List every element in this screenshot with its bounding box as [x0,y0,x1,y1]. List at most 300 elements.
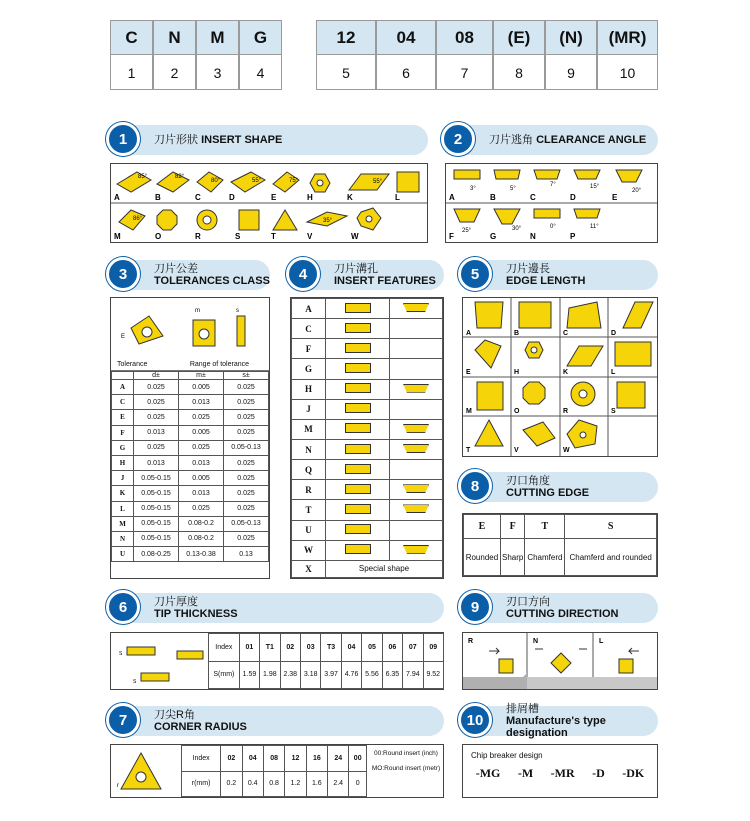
tolerance-value: 0.05-0.15 [134,516,179,531]
tolerance-caption: Tolerance [117,361,148,368]
tolerance-head-row [112,372,269,380]
radius-value: 0 [349,771,367,797]
shape-o-icon [157,210,177,230]
edge-length-panel [462,297,658,457]
radius-value: 2.4 [328,771,349,797]
tolerance-value: 0.013 [179,455,224,470]
shape-label: C [195,193,201,202]
feature-icon-cell [326,399,390,419]
angle-label: 80° [211,178,221,184]
feature-icon-cell [390,480,443,500]
table-row [292,540,443,560]
angle-label: 3° [470,186,476,192]
section-number-badge: 7 [106,703,140,737]
insert-shape-panel [110,163,428,243]
table-row [112,531,269,546]
table-row [292,419,443,439]
thickness-index: 07 [403,634,423,662]
section-title-zh: 刀片形狀 [154,134,198,146]
angle-label: 20° [632,188,642,194]
tolerance-value: 0.025 [179,501,224,516]
section-title-en: CORNER RADIUS [154,721,247,733]
insert-section-icon [345,544,371,554]
thickness-value: 7.94 [403,661,423,689]
insert-section-icon [345,444,371,454]
section-title-zh: 刀片溝孔 [334,263,378,275]
table-row [112,395,269,410]
shape-d-icon [231,172,265,192]
tolerance-class: H [112,455,134,470]
code-number: 10 [597,54,658,90]
code-number: 5 [316,54,376,90]
code-letter: N [153,20,196,54]
chipbreaker-section-icon [403,545,429,554]
code-letter: G [239,20,282,54]
feature-letter: T [292,500,326,520]
edge-label: A [466,330,472,337]
tolerances-panel [110,297,270,579]
radius-value: 1.6 [306,771,327,797]
insert-section-icon [345,303,371,313]
insert-features-panel [290,297,444,579]
shape-label: K [347,193,353,202]
section-number-badge: 1 [106,122,140,156]
edge-label: T [466,447,471,454]
edge-label: H [514,369,520,376]
clearance-label: C [530,193,536,202]
thickness-index: T3 [321,634,341,662]
tolerance-class: K [112,486,134,501]
angle-label: 30° [512,226,522,232]
feature-letter: U [292,520,326,540]
edge-label: S [611,408,616,415]
thickness-index: 05 [362,634,382,662]
thickness-index: T1 [260,634,280,662]
feature-icon-cell [326,500,390,520]
round-insert-notes [369,749,443,773]
feature-icon-cell [326,419,390,439]
radius-index: 12 [285,746,306,772]
corner-radius-diagram [111,745,181,797]
section-title-zh: 刀片厚度 [154,596,198,608]
code-letter: 12 [316,20,376,54]
clearance-label: A [449,193,455,202]
shape-label: D [229,193,235,202]
table-row [112,380,269,395]
radius-value: 1.2 [285,771,306,797]
radius-index: 04 [242,746,263,772]
feature-icon-cell [390,500,443,520]
insert-shape-grid [111,164,427,242]
code-letter: (E) [493,20,545,54]
angle-label: 55° [252,178,262,184]
feature-letter: J [292,399,326,419]
section-6-header [110,593,444,623]
shape-m-icon [119,210,145,230]
chipbreaker-section-icon [403,384,429,393]
shape-label: R [195,232,201,241]
feature-icon-cell [390,379,443,399]
clearance-label: P [570,232,576,241]
features-table [291,298,443,578]
section-number-badge: 6 [106,590,140,624]
tolerance-value: 0.025 [134,410,179,425]
clearance-label: B [490,193,496,202]
angle-label: 15° [590,184,600,190]
clearance-n-icon [534,209,560,230]
section-title-zh: 刀片邊長 [506,263,550,275]
section-4-header [290,260,444,290]
section-title-zh: 刀尖R角 [154,709,195,721]
section-1-header [110,125,428,155]
shape-h-icon [310,174,330,192]
insert-section-icon [345,343,371,353]
tolerance-value: 0.05-0.15 [134,486,179,501]
edge-type-head: S [565,515,657,539]
clearance-d-icon [574,170,600,190]
angle-label: 82° [175,174,185,180]
tolerance-value: 0.13 [224,547,269,562]
thickness-value: 5.56 [362,661,382,689]
code-right [316,20,658,90]
cutting-direction-panel [462,632,658,690]
table-row [292,460,443,480]
thickness-diagram [111,633,209,689]
tolerance-col-head: d± [134,372,179,380]
code-letter: M [196,20,239,54]
code-letter: (N) [545,20,597,54]
radius-value: 0.8 [263,771,284,797]
code-letter: 08 [436,20,493,54]
code-cell [597,20,658,90]
code-number: 7 [436,54,493,90]
table-row [112,425,269,440]
section-title-en: CUTTING EDGE [506,487,590,499]
svg-text:S: S [119,651,123,657]
tolerance-value: 0.08-0.2 [179,531,224,546]
table-row [292,359,443,379]
code-cell [493,20,545,90]
section-title-zh: 刀片公差 [154,263,198,275]
section-2-header [445,125,658,155]
thickness-index: 06 [382,634,402,662]
feature-icon-cell [390,359,443,379]
clearance-c-icon [534,170,560,188]
clearance-label: F [449,232,454,241]
svg-text:S: S [133,679,137,685]
code-cell [545,20,597,90]
section-number-badge: 9 [458,590,492,624]
thickness-value: 9.52 [423,661,443,689]
radius-index: 24 [328,746,349,772]
angle-label: 7° [550,182,556,188]
tolerance-value: 0.013 [179,486,224,501]
section-8-header [462,472,658,502]
code-cell [110,20,153,90]
tolerance-value: 0.05-0.15 [134,531,179,546]
angle-label: 11° [590,224,599,230]
shape-k-icon [349,174,389,190]
edge-type-value: Sharp [500,539,525,576]
table-row [112,410,269,425]
shape-label: B [155,193,161,202]
edge-type-head: E [464,515,501,539]
feature-icon-cell [326,319,390,339]
section-number-badge: 5 [458,257,492,291]
insert-section-icon [345,524,371,534]
feature-letter: C [292,319,326,339]
tolerance-value: 0.08-0.2 [179,516,224,531]
shape-label: S [235,232,241,241]
tolerance-class: L [112,501,134,516]
tolerance-value: 0.025 [224,380,269,395]
clearance-a-icon [454,170,480,192]
clearance-angle-grid [446,164,657,242]
table-row [292,379,443,399]
tolerance-value: 0.05-0.15 [134,501,179,516]
shape-label: O [155,232,162,241]
table-row [112,547,269,562]
angle-label: 75° [289,178,299,184]
section-title-en: INSERT FEATURES [334,275,436,287]
section-title-zh: 排屑槽 [506,703,539,715]
feature-letter: R [292,480,326,500]
thickness-index: 04 [341,634,361,662]
tolerance-corner [112,372,134,380]
tolerance-class: N [112,531,134,546]
tolerance-class: F [112,425,134,440]
tolerance-diagram [111,298,269,354]
chip-code: -D [592,766,605,780]
code-number: 6 [376,54,436,90]
tolerance-class: C [112,395,134,410]
insert-section-icon [345,383,371,393]
edge-length-grid [463,298,657,456]
tolerance-value: 0.025 [224,455,269,470]
section-title-en: EDGE LENGTH [506,275,586,287]
tolerance-table [111,371,269,562]
table-row [292,500,443,520]
feature-icon-cell [326,439,390,459]
table-row [292,439,443,459]
edge-label: B [514,330,520,337]
feature-icon-cell [326,540,390,560]
shape-label: A [114,193,120,202]
feature-icon-cell [326,339,390,359]
edge-type-head: T [525,515,565,539]
tolerance-value: 0.005 [179,380,224,395]
shape-label: H [307,193,313,202]
edge-label: E [466,369,471,376]
shape-label: E [271,193,277,202]
shape-c-icon [197,172,223,192]
tolerance-value: 0.025 [134,395,179,410]
section-title-en: INSERT SHAPE [201,134,283,146]
edge-label: W [563,447,570,454]
feature-letter: X [292,560,326,577]
section-7-header [110,706,444,736]
feature-icon-cell [326,359,390,379]
clearance-label: G [490,232,497,241]
chip-code: -MG [475,766,501,780]
clearance-b-icon [494,170,520,192]
section-title-zh: 刃口方向 [506,596,550,608]
section-5-header [462,260,658,290]
shape-e-icon [273,172,299,192]
clearance-f-icon [454,209,480,234]
table-row [292,480,443,500]
edge-label: V [514,447,519,454]
shape-t-icon [273,210,297,230]
feature-icon-cell [326,299,390,319]
code-letter: C [110,20,153,54]
shape-r-icon [197,210,217,230]
thickness-value: 3.97 [321,661,341,689]
thickness-index: 03 [300,634,320,662]
tolerance-value: 0.025 [179,440,224,455]
feature-letter: G [292,359,326,379]
note-metric: MO:Round insert (metr) [371,765,441,772]
chipbreaker-section-icon [403,444,429,453]
insert-section-icon [345,403,371,413]
section-number-badge: 8 [458,469,492,503]
clearance-p-icon [574,209,600,230]
r-label: r(mm) [182,771,221,797]
tolerance-class: J [112,471,134,486]
feature-icon-cell [326,460,390,480]
feature-icon-cell [390,339,443,359]
direction-label: N [533,638,539,645]
feature-icon-cell [326,480,390,500]
tolerance-value: 0.025 [179,410,224,425]
chipbreaker-section-icon [403,424,429,433]
shape-label: V [307,232,313,241]
chip-breaker-panel [462,744,658,798]
insert-section-icon [345,363,371,373]
tolerance-value: 0.025 [224,410,269,425]
edge-label: L [611,369,616,376]
tolerance-class: A [112,380,134,395]
radius-index: 08 [263,746,284,772]
code-cell [239,20,282,90]
tolerance-value: 0.013 [134,425,179,440]
corner-radius-panel [110,744,444,798]
tip-thickness-panel [110,632,444,690]
svg-text:r: r [117,783,119,789]
tolerance-class: G [112,440,134,455]
section-title-zh: 刃口角度 [506,475,550,487]
clearance-e-icon [616,170,642,194]
tolerance-value: 0.05-0.13 [224,516,269,531]
section-9-header [462,593,658,623]
chipbreaker-section-icon [403,303,429,312]
direction-label: L [599,638,604,645]
section-3-header [110,260,270,290]
section-title-en: CLEARANCE ANGLE [536,134,647,146]
feature-icon-cell [326,520,390,540]
angle-label: 35° [323,218,333,224]
section-title-en: Manufacture's type designation [506,715,606,739]
table-row [292,339,443,359]
shape-label: M [114,232,121,241]
table-row [292,399,443,419]
angle-label: 55° [373,179,383,185]
tolerance-value: 0.013 [134,455,179,470]
chip-breaker-title: Chip breaker design [471,751,543,760]
note-inch: 00:Round insert (inch) [374,750,438,757]
shape-l-icon [397,172,419,192]
feature-icon-cell [326,379,390,399]
table-row [112,501,269,516]
code-letter: 04 [376,20,436,54]
thickness-table [208,633,444,689]
thickness-value: 3.18 [300,661,320,689]
tolerance-value: 0.025 [224,501,269,516]
tolerance-value: 0.05-0.13 [224,440,269,455]
shape-a-icon [117,172,151,192]
angle-label: 85° [138,174,148,180]
chip-code: -MR [550,766,575,780]
thickness-index: 09 [423,634,443,662]
edge-type-value: Rounded [464,539,501,576]
svg-text:m: m [195,308,200,314]
code-number: 4 [239,54,282,90]
table-row [112,486,269,501]
feature-icon-cell [390,540,443,560]
edge-label: O [514,408,520,415]
feature-letter: Q [292,460,326,480]
shape-label: L [395,193,400,202]
code-cell [316,20,376,90]
tolerance-value: 0.13-0.38 [179,547,224,562]
section-number-badge: 10 [458,703,492,737]
tolerance-value: 0.025 [134,440,179,455]
thickness-value: 1.98 [260,661,280,689]
section-title-en: TOLERANCES CLASS [154,275,270,287]
svg-text:s: s [236,308,239,314]
feature-icon-cell [390,299,443,319]
range-caption: Range of tolerance [189,361,249,368]
angle-label: 5° [510,186,516,192]
corner-radius-table [181,745,367,797]
code-number: 1 [110,54,153,90]
edge-type-head: F [500,515,525,539]
tolerance-value: 0.025 [224,531,269,546]
code-number: 2 [153,54,196,90]
table-row [112,471,269,486]
edge-label: C [563,330,569,337]
code-number: 8 [493,54,545,90]
code-cell [153,20,196,90]
tolerance-class: M [112,516,134,531]
cutting-edge-panel [462,513,658,577]
table-row [292,560,443,577]
chip-code: -DK [622,766,645,780]
code-cell [436,20,493,90]
chip-code: -M [517,766,534,780]
table-row [112,455,269,470]
feature-letter: M [292,419,326,439]
section-title-en: CUTTING DIRECTION [506,608,619,620]
feature-icon-cell [390,439,443,459]
insert-section-icon [345,323,371,333]
tolerance-value: 0.013 [179,395,224,410]
edge-label: D [611,330,617,337]
radius-index: 00 [349,746,367,772]
tolerance-value: 0.025 [224,471,269,486]
feature-letter: N [292,439,326,459]
insert-section-icon [345,504,371,514]
